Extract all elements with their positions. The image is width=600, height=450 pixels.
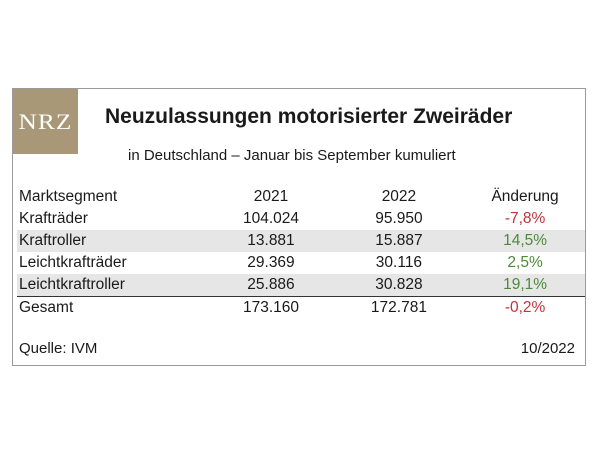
row-change: -7,8% (504, 210, 546, 227)
source-note: Quelle: IVM (19, 340, 98, 357)
table-row (17, 274, 585, 297)
header-2022: 2022 (381, 188, 417, 205)
table-row-total (17, 297, 585, 320)
row-value-2021: 29.369 (247, 254, 295, 271)
row-value-2022: 30.828 (333, 274, 463, 297)
row-segment: Leichtkraftroller (17, 274, 207, 297)
header-change: Änderung (491, 188, 559, 205)
infographic-card (12, 88, 586, 366)
row-segment: Gesamt (19, 299, 74, 316)
row-value-2021: 104.024 (242, 210, 299, 227)
table-row (17, 208, 585, 230)
nrz-logo (13, 89, 78, 154)
chart-title: Neuzulassungen motorisierter Zweiräder (105, 105, 513, 128)
row-value-2022: 30.116 (375, 254, 423, 271)
row-value-2022: 95.950 (375, 210, 423, 227)
row-segment: Leichtkrafträder (19, 254, 127, 271)
row-change: 2,5% (507, 254, 543, 271)
row-change: -0,2% (504, 299, 546, 316)
row-value-2021: 13.881 (207, 230, 333, 252)
table-header-row (17, 186, 585, 208)
row-change: 19,1% (463, 274, 585, 297)
registrations-table (17, 186, 585, 319)
row-value-2021: 173.160 (242, 299, 299, 316)
row-value-2022: 15.887 (333, 230, 463, 252)
row-value-2021: 25.886 (207, 274, 333, 297)
header-segment: Marktsegment (19, 188, 118, 205)
date-note: 10/2022 (520, 340, 575, 357)
row-segment: Kraftroller (17, 230, 207, 252)
chart-subtitle: in Deutschland – Januar bis September kumuliert (128, 147, 456, 164)
table-row (17, 252, 585, 274)
table-row (17, 230, 585, 252)
row-segment: Krafträder (19, 210, 88, 227)
header-2021: 2021 (253, 188, 289, 205)
row-change: 14,5% (463, 230, 585, 252)
logo-text: NRZ (18, 108, 73, 134)
row-value-2022: 172.781 (370, 299, 427, 316)
